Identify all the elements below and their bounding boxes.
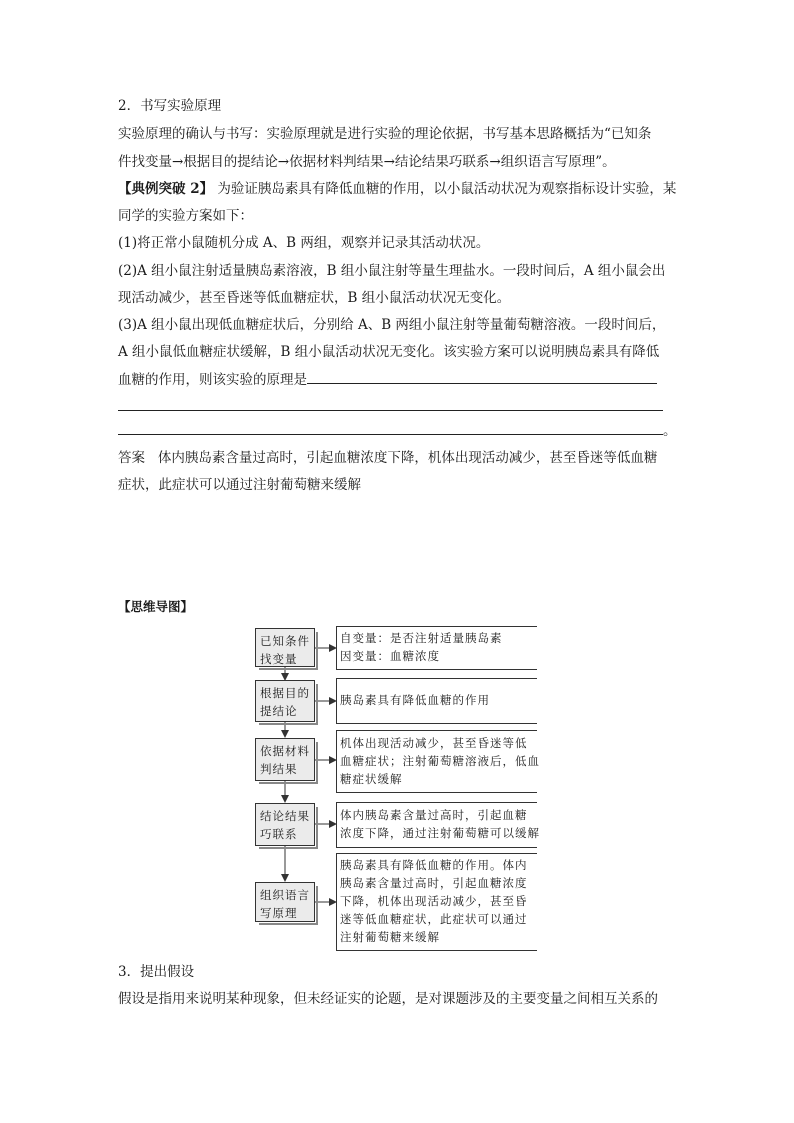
end-mark: 。 — [663, 423, 677, 439]
step-detail: 胰岛素具有降低血糖的作用。体内 胰岛素含量过高时，引起血糖浓度 下降，机体出现活动减少，甚至昏 迷等低血糖症状，此症状可以通过 注射葡萄糖来缓解 — [340, 858, 528, 944]
mindmap-step-box — [255, 628, 315, 667]
step-label: 根据目的 提结论 — [260, 686, 310, 718]
example-line: 同学的实验方案如下： — [118, 208, 253, 224]
step-line: A 组小鼠低血糖症状缓解，B 组小鼠活动状况无变化。该实验方案可以说明胰岛素具有降低 — [118, 344, 660, 360]
paragraph-line: 件找变量→根据目的提结论→依据材料判结果→结论结果巧联系→组织语言写原理”。 — [118, 154, 616, 170]
step-label: 已知条件 找变量 — [260, 634, 310, 666]
mindmap-step-box — [255, 803, 315, 846]
step-label: 组织语言 写原理 — [260, 888, 310, 920]
step-line: 现活动减少，甚至昏迷等低血糖症状，B 组小鼠活动状况无变化。 — [118, 290, 511, 306]
step-line: (1)将正常小鼠随机分成 A、B 两组，观察并记录其活动状况。 — [118, 235, 490, 251]
step-detail: 自变量：是否注射适量胰岛素 因变量：血糖浓度 — [340, 631, 503, 663]
example-text: 为验证胰岛素具有降低血糖的作用，以小鼠活动状况为观察指标设计实验，某 — [217, 181, 677, 197]
answer-line: 症状，此症状可以通过注射葡萄糖来缓解 — [118, 477, 361, 493]
step-line: (3)A 组小鼠出现低血糖症状后，分别给 A、B 两组小鼠注射等量葡萄糖溶液。一段时间后， — [118, 317, 666, 333]
paragraph-line: 假设是指用来说明某种现象，但未经证实的论题，是对课题涉及的主要变量之间相互关系的 — [118, 991, 658, 1007]
question-text: 血糖的作用，则该实验的原理是 — [118, 372, 307, 388]
answer-text: 体内胰岛素含量过高时，引起血糖浓度下降，机体出现活动减少，甚至昏迷等低血糖 — [157, 450, 658, 466]
step-line: (2)A 组小鼠注射适量胰岛素溶液，B 组小鼠注射等量生理盐水。一段时间后，A 组小鼠会出 — [118, 263, 666, 279]
step-detail: 胰岛素具有降低血糖的作用 — [340, 693, 490, 707]
mindmap-title: 【思维导图】 — [118, 599, 194, 614]
mindmap-step-box — [255, 882, 315, 922]
mindmap-step-box — [255, 680, 315, 722]
step-detail: 体内胰岛素含量过高时，引起血糖 浓度下降，通过注射葡萄糖可以缓解 — [340, 808, 540, 840]
step-label: 结论结果 巧联系 — [260, 809, 310, 841]
step-label: 依据材料 判结果 — [260, 744, 310, 776]
step-detail: 机体出现活动减少，甚至昏迷等低 血糖症状；注射葡萄糖溶液后，低血 糖症状缓解 — [340, 736, 540, 786]
example-tag: 【典例突破 2】 — [118, 181, 214, 197]
section-heading: 2．书写实验原理 — [118, 98, 222, 114]
answer-label: 答案 — [118, 450, 145, 466]
section-heading: 3．提出假设 — [118, 964, 195, 980]
paragraph-line: 实验原理的确认与书写：实验原理就是进行实验的理论依据，书写基本思路概括为“已知条 — [118, 126, 652, 142]
mindmap-step-box — [255, 738, 315, 781]
